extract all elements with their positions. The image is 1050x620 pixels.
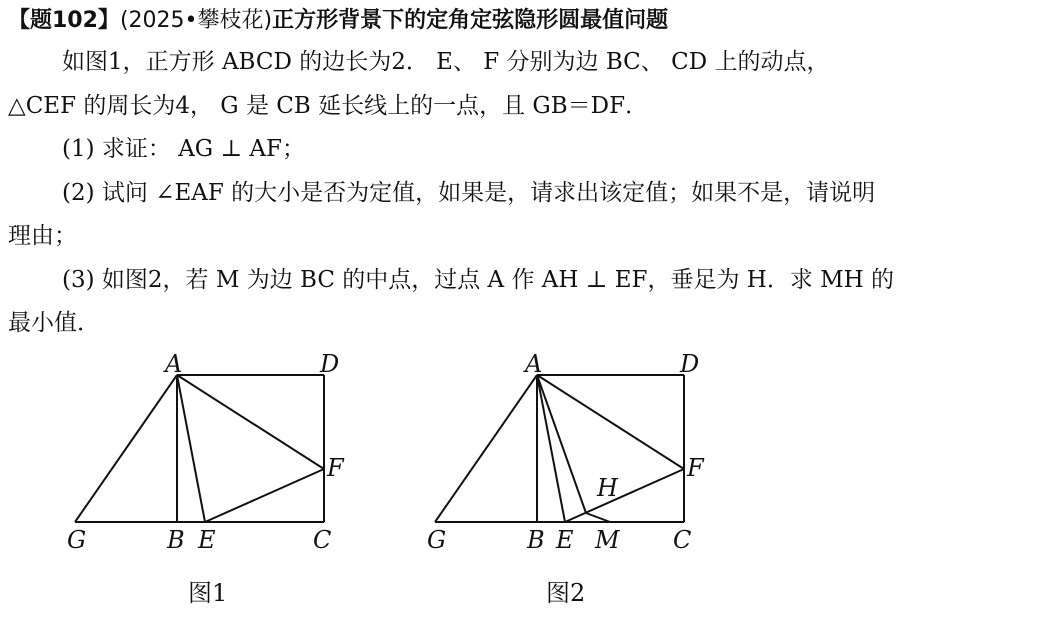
point-label-B: B [167,526,185,554]
point-label-M: M [595,526,620,554]
figure-1 [55,352,365,582]
question-3: (3) 如图2，若 M 为边 BC 的中点，过点 A 作 AH ⊥ EF，垂足为 H．求 MH 的 [62,267,895,293]
point-label-G: G [67,526,87,554]
point-label-G: G [427,526,447,554]
point-label-C: C [673,526,692,554]
problem-line-1: 如图1，正方形 ABCD 的边长为2． E、 F 分别为边 BC、 CD 上的动点， [62,49,830,75]
problem-line-2: △CEF 的周长为4， G 是 CB 延长线上的一点，且 GB＝DF． [8,93,649,119]
point-label-A: A [525,350,543,378]
segment-AF [537,375,684,469]
question-2-continued: 理由； [8,223,77,249]
point-label-F: F [327,454,344,482]
figure-1-diagram [55,352,365,582]
question-3-continued: 最小值． [8,310,100,336]
segment-HM [586,513,610,522]
figure-1-caption: 图1 [188,579,228,607]
point-label-C: C [313,526,332,554]
point-label-F: F [687,454,704,482]
point-label-H: H [597,474,618,502]
segment-EF [565,469,684,522]
segment-AF [177,375,324,469]
point-label-E: E [198,526,216,554]
figure-2 [415,352,725,582]
point-label-B: B [527,526,545,554]
figure-2-diagram [415,352,725,582]
problem-source: (2025•攀枝花) [119,8,273,33]
problem-heading: 正方形背景下的定角定弦隐形圆最值问题 [272,8,669,33]
question-2: (2) 试问 ∠EAF 的大小是否为定值，如果是，请求出该定值；如果不是，请说明 [62,180,876,206]
point-label-D: D [680,350,700,378]
segment-AE [537,375,565,522]
question-1: (1) 求证： AG ⊥ AF； [62,136,306,162]
point-label-A: A [165,350,183,378]
segment-EF [205,469,324,522]
segment-AG [75,375,177,522]
point-label-D: D [320,350,340,378]
problem-tag: 【题102】 [8,8,120,33]
segment-AG [435,375,537,522]
segment-AE [177,375,205,522]
figure-2-caption: 图2 [546,579,586,607]
point-label-E: E [556,526,574,554]
problem-title [8,6,668,36]
segment-AH [537,375,586,513]
